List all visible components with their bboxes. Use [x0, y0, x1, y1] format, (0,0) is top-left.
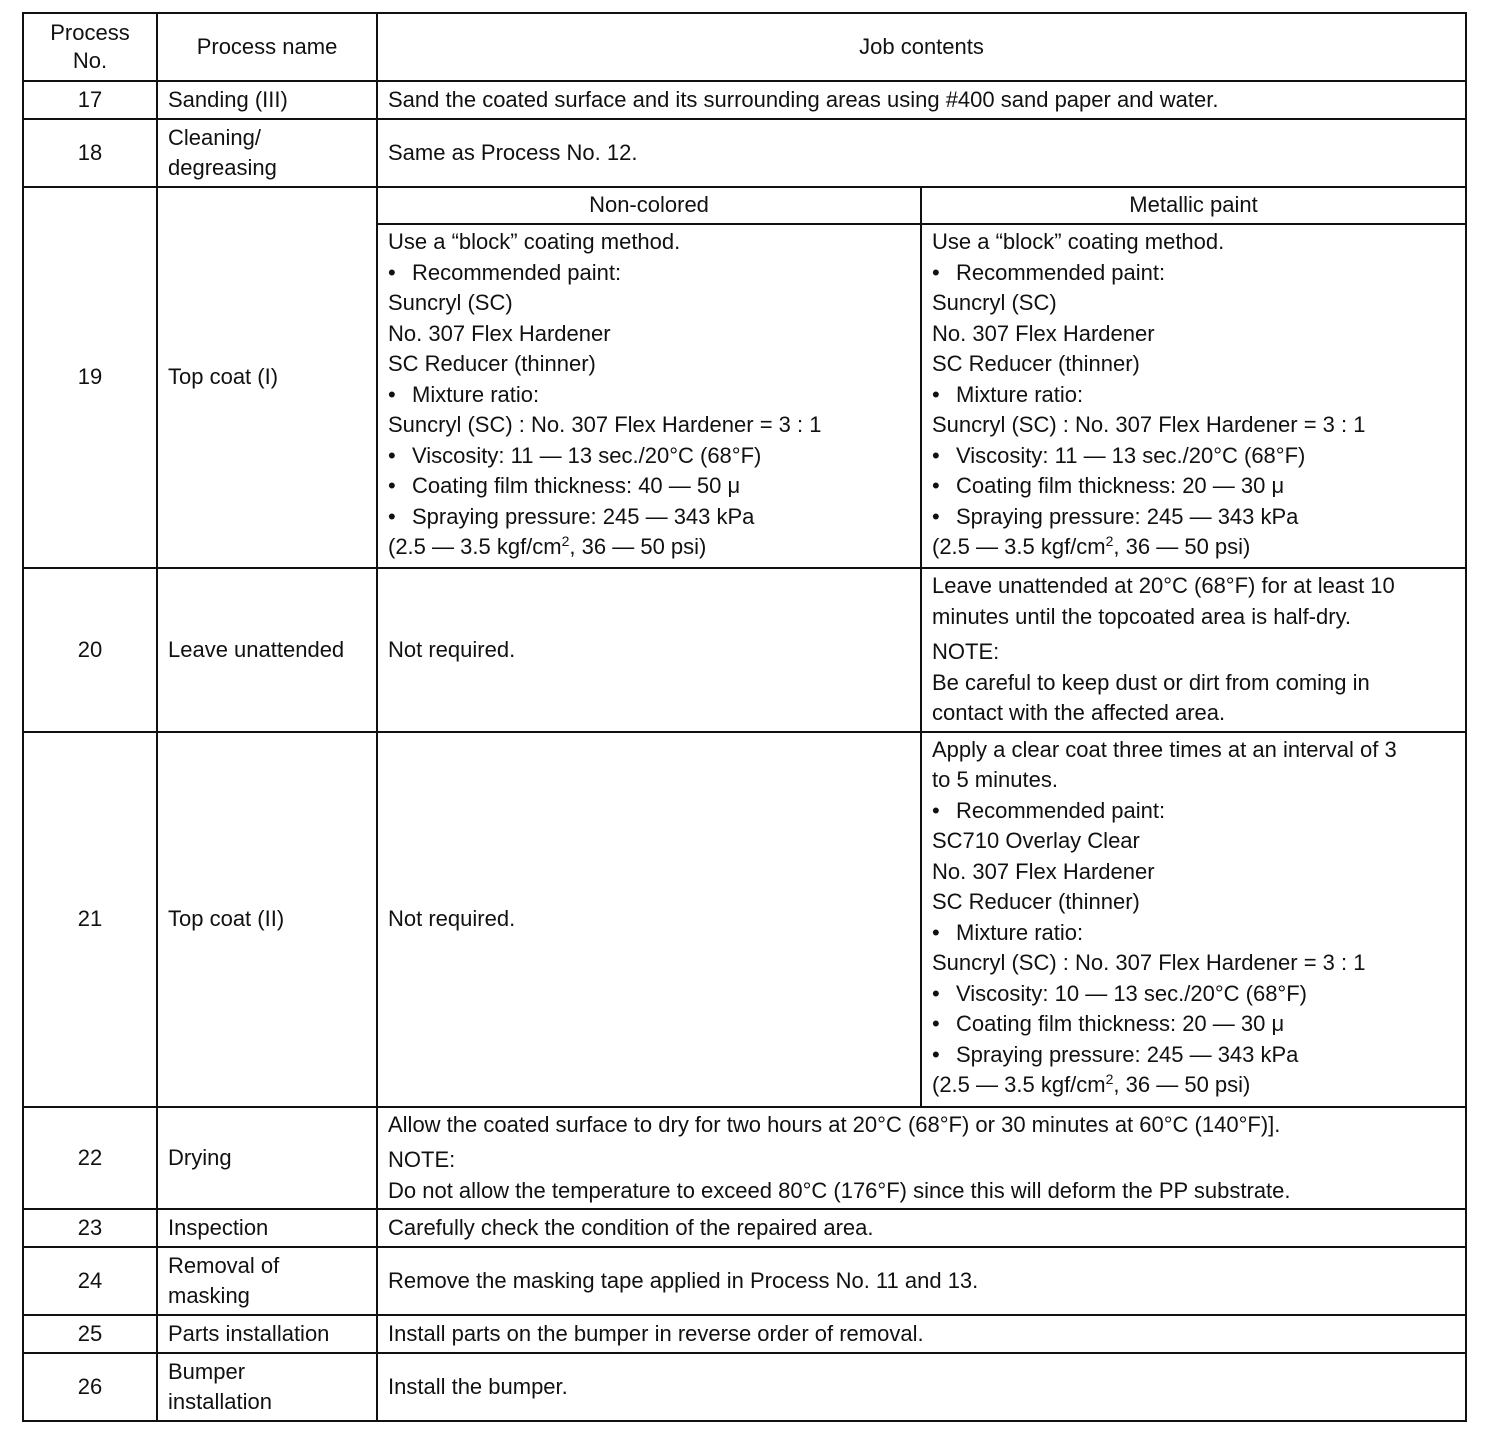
- bullet-line: • Recommended paint:: [932, 796, 1455, 827]
- table-row-25: [23, 1315, 1466, 1353]
- table-row-24: [23, 1247, 1466, 1315]
- process-no-24: 24: [23, 1247, 157, 1315]
- pressure-text: (2.5 — 3.5 kgf/cm: [388, 534, 562, 559]
- text-line: Allow the coated surface to dry for two hours at 20°C (68°F) or 30 minutes at 60°C (140°F)].: [388, 1111, 1281, 1137]
- text-line: contact with the affected area.: [932, 700, 1226, 725]
- text-line: Suncryl (SC) : No. 307 Flex Hardener = 3 : 1: [932, 950, 1366, 975]
- pressure-text: (2.5 — 3.5 kgf/cm: [932, 1072, 1106, 1097]
- superscript: 2: [1105, 1071, 1114, 1087]
- process-name-21: Top coat (II): [157, 732, 377, 1107]
- job-contents-19-metallic: [921, 224, 1466, 568]
- text-line: No. 307 Flex Hardener: [932, 320, 1155, 346]
- process-name-22: Drying: [157, 1107, 377, 1210]
- job-contents-20-metallic: [921, 568, 1466, 732]
- table-row-23: [23, 1209, 1466, 1247]
- bullet-line: • Coating film thickness: 20 — 30 μ: [932, 471, 1455, 502]
- table-row-17: [23, 81, 1466, 119]
- header-process-name: Process name: [157, 13, 377, 81]
- process-no-19: 19: [23, 187, 157, 568]
- process-no-21: 21: [23, 732, 157, 1107]
- job-contents-25: Install parts on the bumper in reverse order of removal.: [377, 1315, 1466, 1353]
- text-line: SC710 Overlay Clear: [932, 828, 1140, 853]
- pressure-text-end: , 36 — 50 psi): [569, 534, 707, 559]
- header-job-contents: Job contents: [377, 13, 1466, 81]
- pressure-text: (2.5 — 3.5 kgf/cm: [932, 534, 1106, 559]
- superscript: 2: [1105, 533, 1114, 549]
- text-line: Suncryl (SC) : No. 307 Flex Hardener = 3 : 1: [932, 412, 1366, 437]
- text-line: to 5 minutes.: [932, 767, 1058, 792]
- bullet-line: • Spraying pressure: 245 — 343 kPa: [932, 502, 1455, 533]
- process-name-18-line1: Cleaning/: [168, 124, 261, 150]
- bullet-line: • Mixture ratio:: [932, 380, 1455, 411]
- job-contents-26: Install the bumper.: [377, 1353, 1466, 1421]
- job-contents-18: Same as Process No. 12.: [377, 119, 1466, 187]
- text-line: Suncryl (SC) : No. 307 Flex Hardener = 3 : 1: [388, 412, 822, 437]
- table-row-21: [23, 732, 1466, 1107]
- header-process-no-line2: No.: [72, 48, 108, 73]
- text-line: Suncryl (SC): [388, 290, 513, 315]
- process-name-26: [157, 1353, 377, 1421]
- process-no-26: 26: [23, 1353, 157, 1421]
- bullet-line: • Recommended paint:: [932, 258, 1455, 289]
- process-no-18: 18: [23, 119, 157, 187]
- table-row-22: [23, 1107, 1466, 1210]
- process-name-19: Top coat (I): [157, 187, 377, 568]
- header-row: [23, 13, 1466, 81]
- bullet-line: • Viscosity: 11 — 13 sec./20°C (68°F): [932, 441, 1455, 472]
- process-name-26-line2: installation: [168, 1389, 272, 1414]
- text-line: No. 307 Flex Hardener: [932, 858, 1155, 884]
- process-name-24-line1: Removal of: [168, 1252, 280, 1278]
- text-line: SC Reducer (thinner): [932, 889, 1140, 914]
- process-no-25: 25: [23, 1315, 157, 1353]
- table-row-18: [23, 119, 1466, 187]
- text-line: Be careful to keep dust or dirt from coming in: [932, 669, 1370, 695]
- job-contents-20-non-colored: Not required.: [377, 568, 921, 732]
- pressure-line: [388, 532, 910, 563]
- process-name-20: Leave unattended: [157, 568, 377, 732]
- pressure-line: [932, 532, 1455, 563]
- bullet-line: • Spraying pressure: 245 — 343 kPa: [388, 502, 910, 533]
- process-no-20: 20: [23, 568, 157, 732]
- table-row-26: [23, 1353, 1466, 1421]
- pressure-text-end: , 36 — 50 psi): [1113, 534, 1251, 559]
- note-label: NOTE:: [932, 639, 1000, 664]
- bullet-line: • Mixture ratio:: [388, 380, 910, 411]
- note-label: NOTE:: [388, 1147, 456, 1172]
- superscript: 2: [561, 533, 570, 549]
- sub-header-non-colored: Non-colored: [377, 187, 921, 224]
- bullet-line: • Mixture ratio:: [932, 918, 1455, 949]
- process-name-17: Sanding (III): [157, 81, 377, 119]
- job-contents-23: Carefully check the condition of the repaired area.: [377, 1209, 1466, 1247]
- process-name-25: Parts installation: [157, 1315, 377, 1353]
- text-line: Leave unattended at 20°C (68°F) for at least 10: [932, 573, 1395, 598]
- process-name-18: [157, 119, 377, 187]
- table-row-20: [23, 568, 1466, 732]
- bullet-line: • Coating film thickness: 20 — 30 μ: [932, 1009, 1455, 1040]
- process-name-23: Inspection: [157, 1209, 377, 1247]
- text-line: Suncryl (SC): [932, 290, 1057, 315]
- header-process-no: [23, 13, 157, 81]
- job-contents-19-non-colored: [377, 224, 921, 568]
- process-name-26-line1: Bumper: [168, 1358, 246, 1384]
- process-no-23: 23: [23, 1209, 157, 1247]
- text-line: Use a “block” coating method.: [932, 229, 1225, 254]
- process-no-22: 22: [23, 1107, 157, 1210]
- pressure-text-end: , 36 — 50 psi): [1113, 1072, 1251, 1097]
- process-name-24: [157, 1247, 377, 1315]
- text-line: Apply a clear coat three times at an interval of 3: [932, 736, 1397, 762]
- job-contents-21-non-colored: Not required.: [377, 732, 921, 1107]
- text-line: SC Reducer (thinner): [932, 351, 1140, 376]
- bullet-line: • Viscosity: 11 — 13 sec./20°C (68°F): [388, 441, 910, 472]
- bullet-line: • Viscosity: 10 — 13 sec./20°C (68°F): [932, 979, 1455, 1010]
- job-contents-24: Remove the masking tape applied in Process No. 11 and 13.: [377, 1247, 1466, 1315]
- text-line: No. 307 Flex Hardener: [388, 320, 611, 346]
- process-name-18-line2: degreasing: [168, 155, 277, 180]
- bullet-line: • Spraying pressure: 245 — 343 kPa: [932, 1040, 1455, 1071]
- process-no-17: 17: [23, 81, 157, 119]
- text-line: SC Reducer (thinner): [388, 351, 596, 376]
- job-contents-17: Sand the coated surface and its surrounding areas using #400 sand paper and water.: [377, 81, 1466, 119]
- sub-header-metallic-paint: Metallic paint: [921, 187, 1466, 224]
- header-process-no-line1: Process: [50, 20, 130, 45]
- text-line: minutes until the topcoated area is half-dry.: [932, 603, 1352, 629]
- pressure-line: [932, 1070, 1455, 1101]
- process-name-24-line2: masking: [168, 1283, 250, 1308]
- table-row-19-subheader: [23, 187, 1466, 224]
- job-contents-22: [377, 1107, 1466, 1210]
- bullet-line: • Coating film thickness: 40 — 50 μ: [388, 471, 910, 502]
- process-table: [22, 12, 1467, 1422]
- text-line: Use a “block” coating method.: [388, 229, 681, 254]
- job-contents-21-metallic: [921, 732, 1466, 1107]
- text-line: Do not allow the temperature to exceed 80°C (176°F) since this will deform the PP substrate.: [388, 1177, 1291, 1203]
- bullet-line: • Recommended paint:: [388, 258, 910, 289]
